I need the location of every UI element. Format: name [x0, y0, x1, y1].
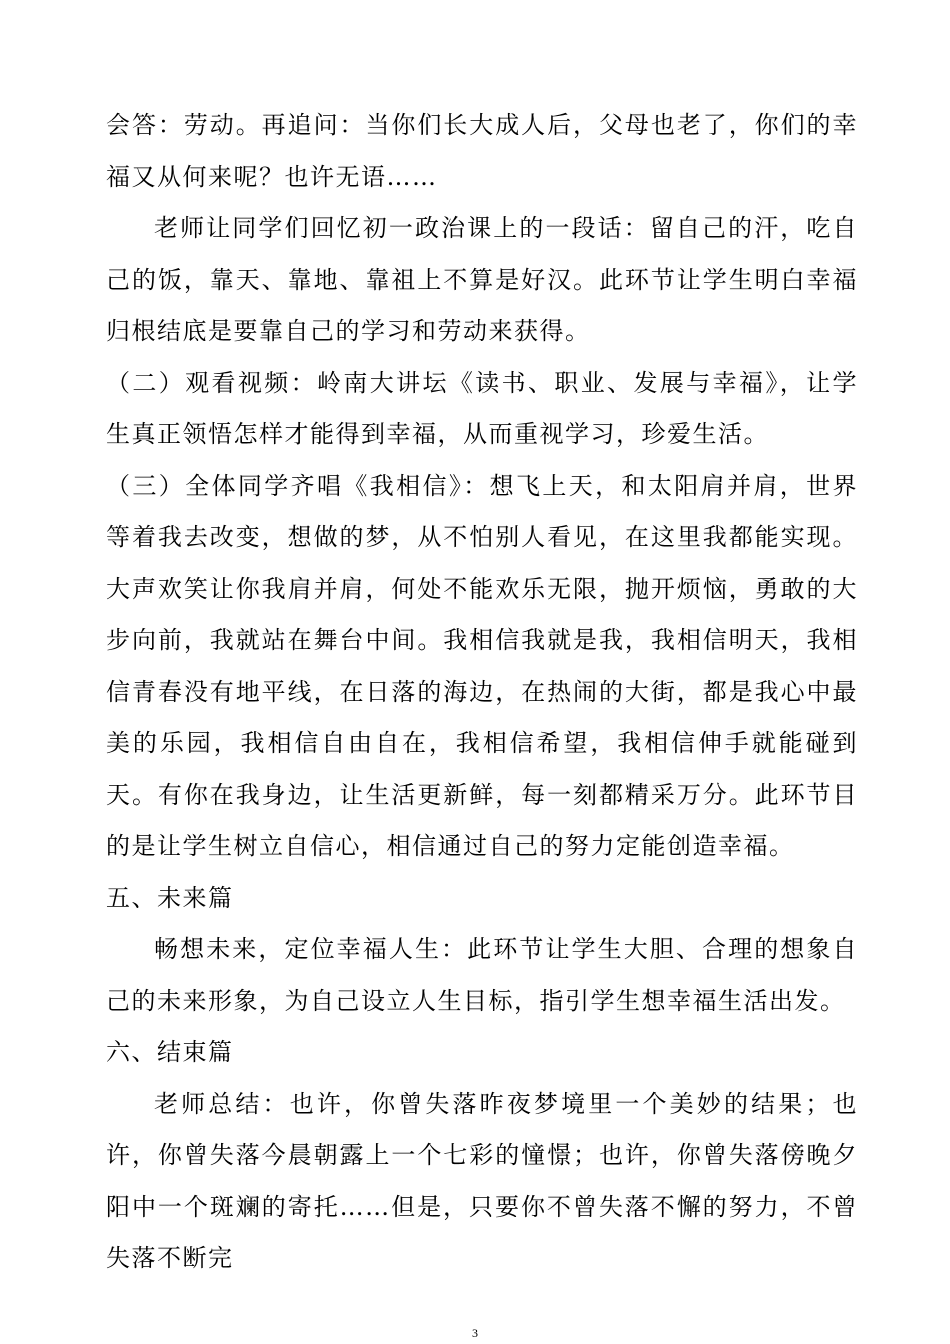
paragraph-teacher-summary: 老师总结：也许，你曾失落昨夜梦境里一个美妙的结果；也许，你曾失落今晨朝露上一个七彩的憧憬；也许，你曾失落傍晚夕阳中一个斑斓的寄托……但是，只要你不曾失落不懈的努力，不曾失落不断完	[106, 1089, 858, 1272]
paragraph-sing-song: （三）全体同学齐唱《我相信》：想飞上天，和太阳肩并肩，世界等着我去改变，想做的梦，从不怕别人看见，在这里我都能实现。大声欢笑让你我肩并肩，何处不能欢乐无限，抛开烦恼，勇敢的大步向前，我就站在舞台中间。我相信我就是我，我相信明天，我相信青春没有地平线，在日落的海边，在热闹的大街，都是我心中最美的乐园，我相信自由自在，我相信希望，我相信伸手就能碰到天。有你在我身边，让生活更新鲜，每一刻都精采万分。此环节目的是让学生树立自信心，相信通过自己的努力定能创造幸福。	[106, 471, 858, 860]
page-number: 3	[472, 1326, 478, 1340]
paragraph-imagine-future: 畅想未来，定位幸福人生：此环节让学生大胆、合理的想象自己的未来形象，为自己设立人生目标，指引学生想幸福生活出发。	[106, 935, 858, 1015]
section-heading-future: 五、未来篇	[106, 883, 234, 912]
paragraph-teacher-recall: 老师让同学们回忆初一政治课上的一段话：留自己的汗，吃自己的饭，靠天、靠地、靠祖上不算是好汉。此环节让学生明白幸福归根结底是要靠自己的学习和劳动来获得。	[106, 214, 858, 345]
paragraph-continuation: 会答：劳动。再追问：当你们长大成人后，父母也老了，你们的幸福又从何来呢？也许无语……	[106, 111, 858, 191]
section-heading-ending: 六、结束篇	[106, 1038, 234, 1066]
document-body	[106, 100, 858, 1285]
paragraph-watch-video: （二）观看视频：岭南大讲坛《读书、职业、发展与幸福》，让学生真正领悟怎样才能得到幸福，从而重视学习，珍爱生活。	[106, 368, 858, 448]
